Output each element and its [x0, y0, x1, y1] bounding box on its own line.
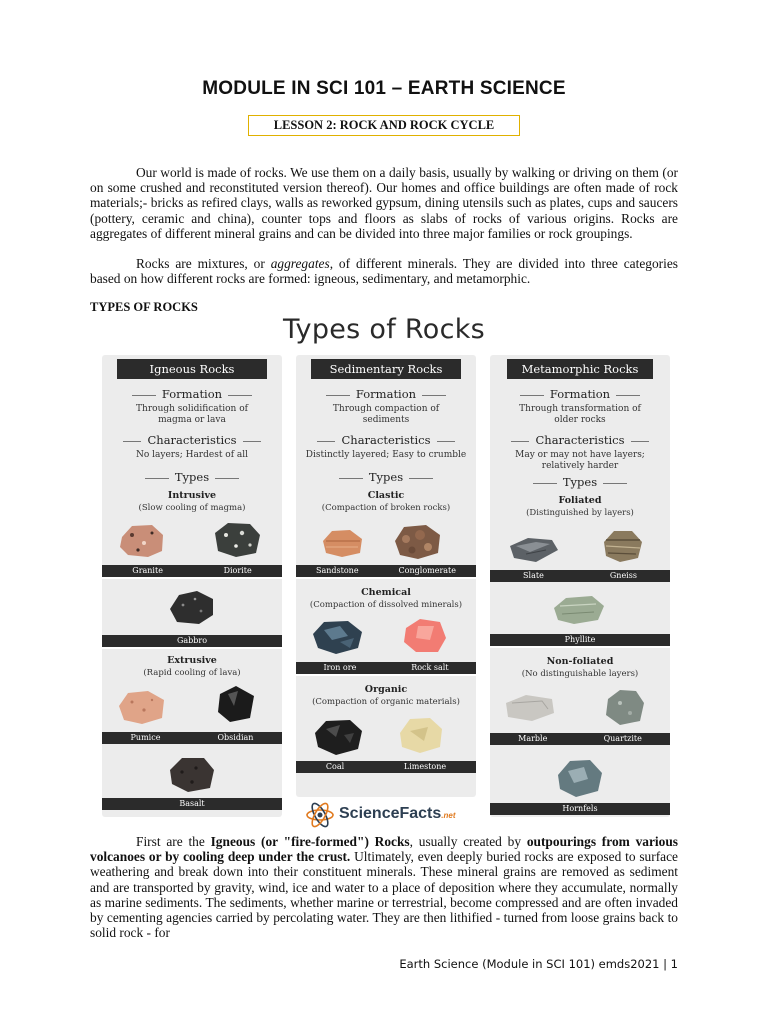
sedimentary-characteristics: Distinctly layered; Easy to crumble	[305, 450, 467, 460]
intrusive-label: Intrusive	[167, 490, 217, 501]
nonfoliated-label-bar	[490, 733, 670, 745]
slate-label: Slate	[523, 571, 544, 580]
igneous-column	[102, 355, 282, 817]
pumice-label: Pumice	[130, 733, 161, 742]
slate-image	[506, 532, 562, 566]
body-p3-bold-2: outpourings from various volcanoes or by cooling deep under the crust.	[90, 834, 679, 865]
diorite-label: Diorite	[223, 566, 252, 575]
metamorphic-header: Metamorphic Rocks	[507, 359, 653, 379]
hornfels-label-bar	[490, 803, 670, 815]
metamorphic-types-heading	[490, 475, 670, 489]
chemical-label: Chemical	[361, 587, 411, 598]
igneous-formation: Through solidification of magma or lava	[136, 404, 248, 425]
foliated-rocks	[490, 526, 670, 570]
body-p3-d: Ultimately, even deeply buried rocks are exposed to surface weathering and break down into their constituent minerals. These mineral grains are removed as sediment and are transported by gravity, wind, ice and water to a place of deposition where they accumulate, normally as marine sediments. The sediments, whether marine or terrestrial, become compressed and are often invaded by cementing agencies carried by percolating water. They are then lithified - turned from loose grains back to solid rock - for	[90, 849, 678, 941]
sedimentary-header: Sedimentary Rocks	[311, 359, 461, 379]
intrusive-label-bar	[102, 565, 282, 577]
intro-paragraph-1	[90, 165, 678, 241]
iron-ore-label: Iron ore	[323, 663, 357, 672]
types-label: Types	[368, 470, 404, 484]
sedimentary-characteristics-heading	[296, 433, 476, 447]
phyllite-label: Phyllite	[564, 635, 596, 644]
characteristics-label: Characteristics	[535, 433, 625, 447]
formation-label: Formation	[161, 387, 223, 401]
infographic-title: Types of Rocks	[282, 314, 486, 345]
chemical-rocks	[296, 614, 476, 662]
intrusive-rocks	[102, 521, 282, 565]
extrusive-desc: (Rapid cooling of lava)	[143, 668, 241, 678]
conglomerate-image	[392, 523, 444, 561]
hornfels-label: Hornfels	[562, 804, 598, 813]
gabbro-label: Gabbro	[176, 636, 208, 645]
chemical-label-bar	[296, 662, 476, 674]
pumice-image	[116, 688, 168, 726]
intro-p2-b: , of different minerals. They are divided into three categories based on how different rocks are formed: igneous, sedimentary, and metamorphic.	[90, 256, 679, 287]
metamorphic-formation-heading	[490, 387, 670, 401]
characteristics-label: Characteristics	[147, 433, 237, 447]
igneous-formation-heading	[102, 387, 282, 401]
rock-salt-image	[400, 616, 450, 656]
organic-label-bar	[296, 761, 476, 773]
granite-image	[118, 523, 166, 559]
sciencefacts-logo	[305, 800, 465, 830]
metamorphic-formation: Through transformation of older rocks	[519, 404, 641, 425]
basalt-label: Basalt	[179, 799, 205, 808]
sedimentary-formation: Through compaction of sediments	[332, 404, 440, 425]
organic-rocks	[296, 711, 476, 761]
types-label: Types	[562, 475, 598, 489]
hornfels-rock	[490, 751, 670, 803]
foliated-label: Foliated	[558, 495, 602, 506]
page-footer: Earth Science (Module in SCI 101) emds2021 | 1	[399, 957, 678, 971]
basalt-label-bar	[102, 798, 282, 810]
logo-text	[339, 805, 456, 823]
sandstone-label: Sandstone	[316, 566, 359, 575]
limestone-image	[396, 715, 446, 755]
basalt-image	[166, 754, 218, 794]
igneous-characteristics-heading	[102, 433, 282, 447]
metamorphic-characteristics: May or may not have layers; relatively harder	[515, 450, 645, 471]
module-title: MODULE IN SCI 101 – EARTH SCIENCE	[202, 78, 566, 99]
gabbro-rock	[102, 585, 282, 635]
foliated-desc: (Distinguished by layers)	[526, 508, 634, 518]
rock-salt-label: Rock salt	[411, 663, 449, 672]
lesson-title: LESSON 2: ROCK AND ROCK CYCLE	[248, 115, 520, 136]
igneous-header: Igneous Rocks	[117, 359, 267, 379]
quartzite-label: Quartzite	[603, 734, 642, 743]
intro-paragraph-1-text: Our world is made of rocks. We use them on a daily basis, usually by walking or driving on them (or on some crushed and reconstituted version thereof). Our homes and office buildings are often made of rock materials;- bricks as refired clays, walls as reworked gypsum, dining utensils such as plates, cups and saucers (pottery, ceramic and china), counter tops and floors as slabs of rocks of various origins. Rocks are aggregates of different mineral grains and can be divided into three major families or rock groupings.	[90, 165, 678, 241]
nonfoliated-label: Non-foliated	[546, 656, 614, 667]
gabbro-image	[167, 589, 217, 627]
gneiss-label: Gneiss	[609, 571, 637, 580]
logo-suffix: .net	[441, 811, 456, 820]
extrusive-rocks	[102, 684, 282, 732]
organic-desc: (Compaction of organic materials)	[312, 697, 460, 707]
organic-label: Organic	[364, 684, 408, 695]
sedimentary-column	[296, 355, 476, 797]
coal-label: Coal	[325, 762, 345, 771]
formation-label: Formation	[355, 387, 417, 401]
marble-label: Marble	[518, 734, 548, 743]
diorite-image	[212, 521, 262, 559]
limestone-label: Limestone	[403, 762, 447, 771]
body-p3-c: , usually created by	[409, 834, 527, 849]
obsidian-image	[214, 684, 258, 724]
quartzite-image	[602, 687, 646, 727]
phyllite-label-bar	[490, 634, 670, 646]
extrusive-label-bar	[102, 732, 282, 744]
granite-label: Granite	[132, 566, 163, 575]
iron-ore-image	[310, 618, 366, 656]
hornfels-image	[554, 757, 606, 799]
marble-image	[502, 691, 558, 725]
characteristics-label: Characteristics	[341, 433, 431, 447]
metamorphic-column	[490, 355, 670, 817]
intrusive-desc: (Slow cooling of magma)	[138, 503, 246, 513]
gabbro-label-bar	[102, 635, 282, 647]
foliated-label-bar	[490, 570, 670, 582]
types-label: Types	[174, 470, 210, 484]
obsidian-label: Obsidian	[217, 733, 254, 742]
igneous-characteristics: No layers; Hardest of all	[135, 450, 249, 460]
logo-name: ScienceFacts	[339, 805, 442, 822]
formation-label: Formation	[549, 387, 611, 401]
intro-paragraph-2	[90, 256, 678, 286]
basalt-rock	[102, 748, 282, 798]
nonfoliated-rocks	[490, 685, 670, 733]
intro-p2-a: Rocks are mixtures, or	[136, 256, 271, 271]
types-heading: TYPES OF ROCKS	[90, 300, 198, 314]
clastic-desc: (Compaction of broken rocks)	[321, 503, 451, 513]
clastic-rocks	[296, 521, 476, 565]
extrusive-label: Extrusive	[167, 655, 217, 666]
conglomerate-label: Conglomerate	[398, 566, 456, 575]
sandstone-image	[320, 527, 364, 559]
nonfoliated-desc: (No distinguishable layers)	[521, 669, 639, 679]
igneous-types-heading	[102, 470, 282, 484]
metamorphic-characteristics-heading	[490, 433, 670, 447]
intro-p2-emphasis: aggregates	[270, 256, 330, 271]
clastic-label: Clastic	[367, 490, 405, 501]
body-p3-a: First are the	[136, 834, 211, 849]
body-paragraph	[90, 834, 678, 940]
coal-image	[312, 717, 366, 757]
clastic-label-bar	[296, 565, 476, 577]
atom-icon	[305, 800, 335, 830]
phyllite-image	[550, 592, 608, 626]
gneiss-image	[600, 528, 644, 564]
chemical-desc: (Compaction of dissolved minerals)	[309, 600, 463, 610]
sedimentary-formation-heading	[296, 387, 476, 401]
sedimentary-types-heading	[296, 470, 476, 484]
body-p3-bold-1: Igneous (or "fire-formed") Rocks	[210, 834, 410, 849]
phyllite-rock	[490, 586, 670, 634]
